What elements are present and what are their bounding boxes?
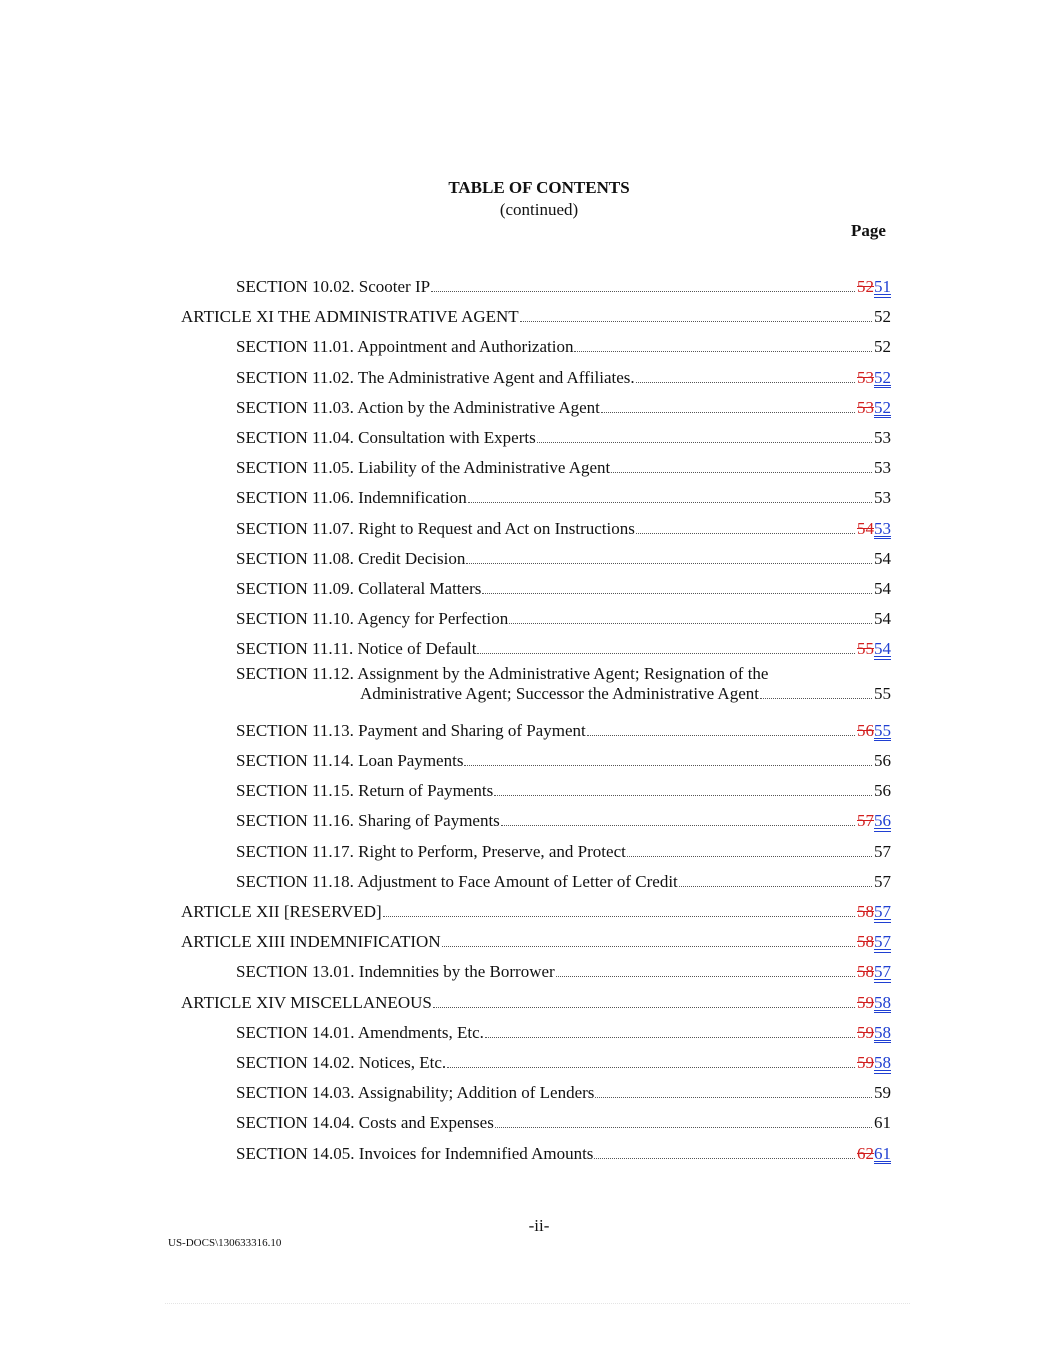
toc-entry-label: SECTION 14.03. Assignability; Addition of Lenders <box>236 1083 595 1103</box>
toc-section-entry[interactable] <box>236 277 891 297</box>
deleted-page-number: 55 <box>857 639 874 659</box>
toc-section-entry[interactable] <box>236 781 891 801</box>
toc-entry-continuation <box>236 684 891 704</box>
page-column-header: Page <box>851 221 886 240</box>
toc-page-number: 55 <box>874 683 891 703</box>
toc-section-entry[interactable] <box>236 1023 891 1043</box>
toc-page-number: 54 <box>874 579 891 598</box>
toc-page-number <box>857 993 891 1013</box>
toc-entry-label: SECTION 11.01. Appointment and Authorization <box>236 337 574 357</box>
deleted-page-number: 58 <box>857 932 874 952</box>
toc-entry-label: SECTION 11.09. Collateral Matters <box>236 579 482 598</box>
toc-page-number <box>857 368 891 388</box>
inserted-page-number[interactable]: 52 <box>874 397 891 417</box>
toc-entry-label: SECTION 11.11. Notice of Default <box>236 639 477 659</box>
toc-article-entry[interactable] <box>181 932 891 952</box>
inserted-page-number[interactable]: 54 <box>874 639 891 659</box>
toc-section-entry[interactable] <box>236 488 891 508</box>
toc-page-number: 54 <box>874 548 891 568</box>
toc-page-number <box>857 1053 891 1073</box>
toc-page-number <box>857 1144 891 1164</box>
dot-leader <box>477 653 855 654</box>
inserted-page-number[interactable]: 58 <box>874 1053 891 1072</box>
toc-entry-label: SECTION 11.08. Credit Decision <box>236 548 466 568</box>
toc-section-entry[interactable] <box>236 549 891 569</box>
dot-leader <box>574 351 872 352</box>
toc-section-entry[interactable] <box>236 458 891 478</box>
toc-section-entry[interactable] <box>236 842 891 862</box>
toc-section-entry[interactable] <box>236 721 891 741</box>
toc-entry-label: SECTION 11.12. Assignment by the Administrative Agent; Resignation of the <box>236 663 769 683</box>
toc-entry-label: SECTION 11.13. Payment and Sharing of Payment <box>236 720 586 740</box>
inserted-page-number[interactable]: 57 <box>874 962 891 982</box>
inserted-page-number[interactable]: 57 <box>874 902 891 921</box>
toc-entry-label: SECTION 13.01. Indemnities by the Borrower <box>236 962 555 982</box>
toc-page-number <box>857 519 891 539</box>
deleted-page-number: 52 <box>857 277 874 296</box>
document-id: US-DOCS\130633316.10 <box>168 1237 282 1249</box>
dot-leader <box>595 1097 872 1098</box>
toc-entry-label: SECTION 11.18. Adjustment to Face Amount of Letter of Credit <box>236 871 678 891</box>
dot-leader <box>594 1158 855 1159</box>
dot-leader <box>464 765 872 766</box>
toc-section-entry[interactable] <box>236 1113 891 1133</box>
toc-page-number: 57 <box>874 841 891 861</box>
toc-page-number: 53 <box>874 488 891 508</box>
dot-leader <box>482 593 872 594</box>
toc-page-number: 56 <box>874 781 891 801</box>
page-number: -ii- <box>528 1216 550 1235</box>
dot-leader <box>537 442 872 443</box>
deleted-page-number: 58 <box>857 902 874 921</box>
toc-article-entry[interactable] <box>181 902 891 922</box>
toc-section-entry[interactable] <box>236 1083 891 1103</box>
dot-leader <box>466 563 872 564</box>
dot-leader <box>501 825 855 826</box>
toc-page-number <box>857 277 891 297</box>
inserted-page-number[interactable]: 52 <box>874 367 891 387</box>
deleted-page-number: 58 <box>857 962 874 982</box>
toc-entry-label: SECTION 14.05. Invoices for Indemnified Amounts <box>236 1143 594 1163</box>
inserted-page-number[interactable]: 53 <box>874 518 891 538</box>
dot-leader <box>442 946 855 947</box>
toc-page-number: 53 <box>874 428 891 447</box>
inserted-page-number[interactable]: 58 <box>874 1022 891 1042</box>
toc-article-entry[interactable] <box>181 993 891 1013</box>
inserted-page-number[interactable]: 61 <box>874 1143 891 1163</box>
deleted-page-number: 56 <box>857 720 874 740</box>
toc-entry-label: ARTICLE XI THE ADMINISTRATIVE AGENT <box>181 307 519 327</box>
toc-page-number <box>857 1023 891 1043</box>
toc-section-entry[interactable] <box>236 962 891 982</box>
toc-entry-label: SECTION 11.07. Right to Request and Act on Instructions <box>236 518 635 538</box>
dot-leader <box>627 856 872 857</box>
toc-entry-label: SECTION 11.15. Return of Payments <box>236 781 494 801</box>
toc-page-number: 52 <box>874 337 891 357</box>
toc-section-entry[interactable] <box>236 428 891 448</box>
toc-page-number <box>857 398 891 418</box>
dot-leader <box>485 1037 855 1038</box>
dot-leader <box>760 698 872 699</box>
toc-entry-label: ARTICLE XIII INDEMNIFICATION <box>181 932 441 952</box>
toc-section-entry[interactable] <box>236 1053 891 1073</box>
deleted-page-number: 54 <box>857 518 874 538</box>
toc-entry[interactable] <box>236 664 891 704</box>
toc-entry-label: SECTION 14.02. Notices, Etc. <box>236 1053 447 1072</box>
toc-entry-label: SECTION 10.02. Scooter IP <box>236 277 431 296</box>
toc-page-number: 56 <box>874 751 891 770</box>
toc-entry-label: SECTION 11.10. Agency for Perfection <box>236 609 509 629</box>
dot-leader <box>509 623 872 624</box>
deleted-page-number: 57 <box>857 811 874 831</box>
toc-title: TABLE OF CONTENTS <box>448 178 630 197</box>
toc-page-number: 52 <box>874 307 891 327</box>
toc-section-entry[interactable] <box>236 609 891 629</box>
deleted-page-number: 62 <box>857 1143 874 1163</box>
toc-page-number: 54 <box>874 609 891 629</box>
toc-page-number: 53 <box>874 458 891 478</box>
toc-section-entry[interactable] <box>236 368 891 388</box>
toc-page-number: 57 <box>874 871 891 891</box>
deleted-page-number: 53 <box>857 397 874 417</box>
toc-entry-label: SECTION 11.14. Loan Payments <box>236 751 464 770</box>
dot-leader <box>556 976 855 977</box>
toc-entry-label: SECTION 11.02. The Administrative Agent and Affiliates. <box>236 367 635 387</box>
toc-article-entry[interactable] <box>181 307 891 327</box>
dot-leader <box>494 795 872 796</box>
dot-leader <box>636 382 855 383</box>
inserted-page-number[interactable]: 51 <box>874 277 891 296</box>
inserted-page-number[interactable]: 56 <box>874 811 891 831</box>
toc-entry-label: SECTION 14.01. Amendments, Etc. <box>236 1022 484 1042</box>
toc-page-number <box>857 932 891 952</box>
page-bottom-rule <box>165 1303 910 1304</box>
toc-entry-label-continued: Administrative Agent; Successor the Administrative Agent <box>360 683 759 703</box>
toc-page-number <box>857 811 891 831</box>
toc-section-entry[interactable] <box>236 639 891 659</box>
toc-section-entry[interactable] <box>236 337 891 357</box>
deleted-page-number: 59 <box>857 1053 874 1072</box>
inserted-page-number[interactable]: 58 <box>874 992 891 1012</box>
toc-section-entry[interactable] <box>236 872 891 892</box>
toc-entry-label: SECTION 11.05. Liability of the Administrative Agent <box>236 458 611 478</box>
dot-leader <box>587 735 855 736</box>
dot-leader <box>433 1007 855 1008</box>
toc-page-number <box>857 962 891 982</box>
dot-leader <box>431 291 855 292</box>
toc-page-number <box>857 902 891 922</box>
toc-entry-label: SECTION 14.04. Costs and Expenses <box>236 1113 494 1133</box>
dot-leader <box>468 502 872 503</box>
dot-leader <box>601 412 855 413</box>
dot-leader <box>447 1067 855 1068</box>
inserted-page-number[interactable]: 55 <box>874 720 891 740</box>
deleted-page-number: 59 <box>857 992 874 1012</box>
toc-subtitle: (continued) <box>499 200 579 219</box>
toc-entry-label: SECTION 11.04. Consultation with Experts <box>236 428 536 447</box>
toc-section-entry[interactable] <box>236 1144 891 1164</box>
toc-section-entry[interactable] <box>236 398 891 418</box>
toc-section-entry[interactable] <box>236 519 891 539</box>
toc-page-number: 61 <box>874 1113 891 1133</box>
inserted-page-number[interactable]: 57 <box>874 932 891 952</box>
toc-entry-label: SECTION 11.03. Action by the Administrative Agent <box>236 397 600 417</box>
toc-entry-label: ARTICLE XII [RESERVED] <box>181 902 382 921</box>
dot-leader <box>636 533 855 534</box>
toc-section-entry[interactable] <box>236 579 891 599</box>
toc-entry-label: SECTION 11.06. Indemnification <box>236 488 467 508</box>
toc-entry-label: SECTION 11.17. Right to Perform, Preserve, and Protect <box>236 841 626 861</box>
dot-leader <box>679 886 872 887</box>
toc-entry-label: SECTION 11.16. Sharing of Payments <box>236 811 500 831</box>
toc-section-entry[interactable] <box>236 751 891 771</box>
deleted-page-number: 53 <box>857 367 874 387</box>
toc-page-number <box>857 639 891 659</box>
dot-leader <box>383 916 855 917</box>
toc-page-number <box>857 721 891 741</box>
dot-leader <box>520 321 872 322</box>
toc-entry-label: ARTICLE XIV MISCELLANEOUS <box>181 992 432 1012</box>
dot-leader <box>611 472 872 473</box>
toc-page-number: 59 <box>874 1083 891 1103</box>
deleted-page-number: 59 <box>857 1022 874 1042</box>
toc-section-entry[interactable] <box>236 811 891 831</box>
dot-leader <box>495 1127 872 1128</box>
